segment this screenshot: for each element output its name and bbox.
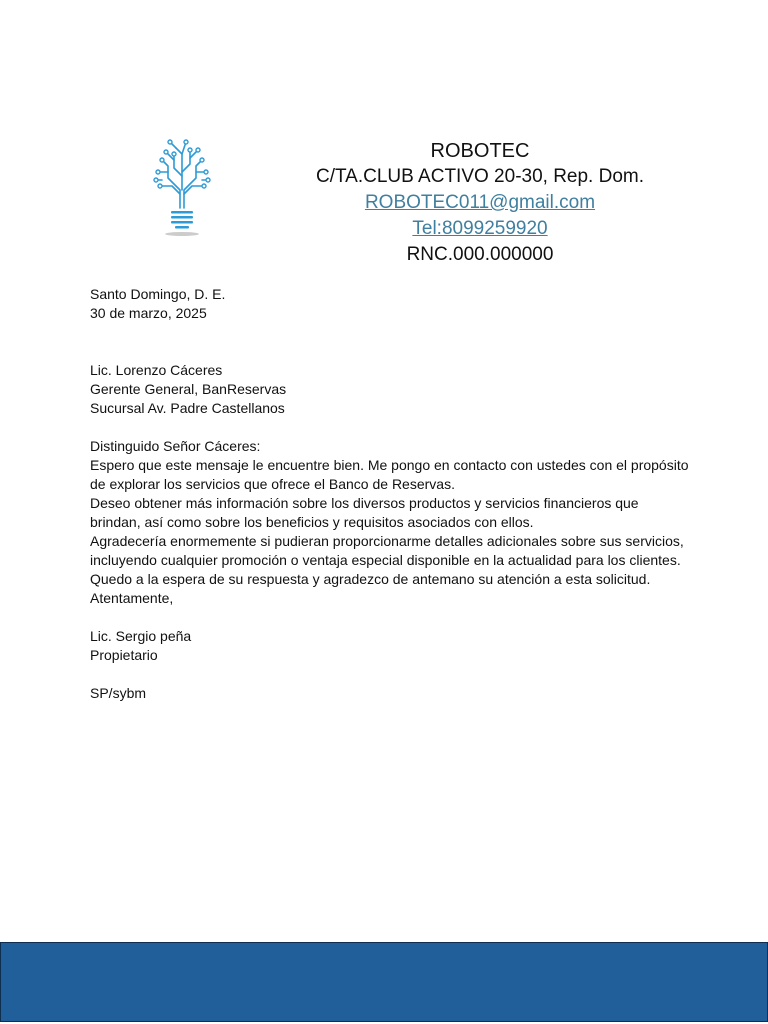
letter-date: 30 de marzo, 2025 (90, 305, 207, 321)
signer-title: Propietario (90, 647, 158, 663)
recipient-branch: Sucursal Av. Padre Castellanos (90, 400, 285, 416)
recipient-name: Lic. Lorenzo Cáceres (90, 362, 223, 378)
spacer (90, 608, 690, 627)
company-logo (150, 132, 214, 240)
paragraph: Espero que este mensaje le encuentre bien. Me pongo en contacto con ustedes con el propósito de explorar los servicios que ofrece el Banco de Reservas. (90, 457, 689, 492)
signer-name: Lic. Sergio peña (90, 628, 192, 644)
letter-body (90, 285, 690, 703)
paragraph: Deseo obtener más información sobre los diversos productos y servicios financieros que brindan, así como sobre los beneficios y requisitos asociados con ellos. (90, 495, 639, 530)
rnc-number: RNC.000.000000 (406, 244, 554, 265)
closing: Atentamente, (90, 590, 174, 606)
spacer (90, 665, 690, 684)
letter-place: Santo Domingo, D. E. (90, 286, 226, 302)
recipient-title: Gerente General, BanReservas (90, 381, 287, 397)
spacer (90, 323, 690, 361)
lightbulb-circuit-icon (150, 132, 214, 240)
company-name: ROBOTEC (430, 140, 530, 162)
phone-link[interactable]: Tel:8099259920 (412, 218, 548, 239)
paragraph: Quedo a la espera de su respuesta y agradezco de antemano su atención a esta solicitud. (90, 571, 651, 587)
company-address: C/TA.CLUB ACTIVO 20-30, Rep. Dom. (315, 166, 645, 187)
salutation: Distinguido Señor Cáceres: (90, 438, 261, 454)
paragraph: Agradecería enormemente si pudieran proporcionarme detalles adicionales sobre sus servicios, incluyendo cualquier promoción o ventaja especial disponible en la actualidad para los clientes. (90, 533, 684, 568)
footer-bar (0, 942, 768, 1022)
reference-initials: SP/sybm (90, 685, 147, 701)
email-link[interactable]: ROBOTEC011@gmail.com (364, 192, 596, 213)
spacer (90, 418, 690, 437)
letterhead (300, 138, 660, 268)
